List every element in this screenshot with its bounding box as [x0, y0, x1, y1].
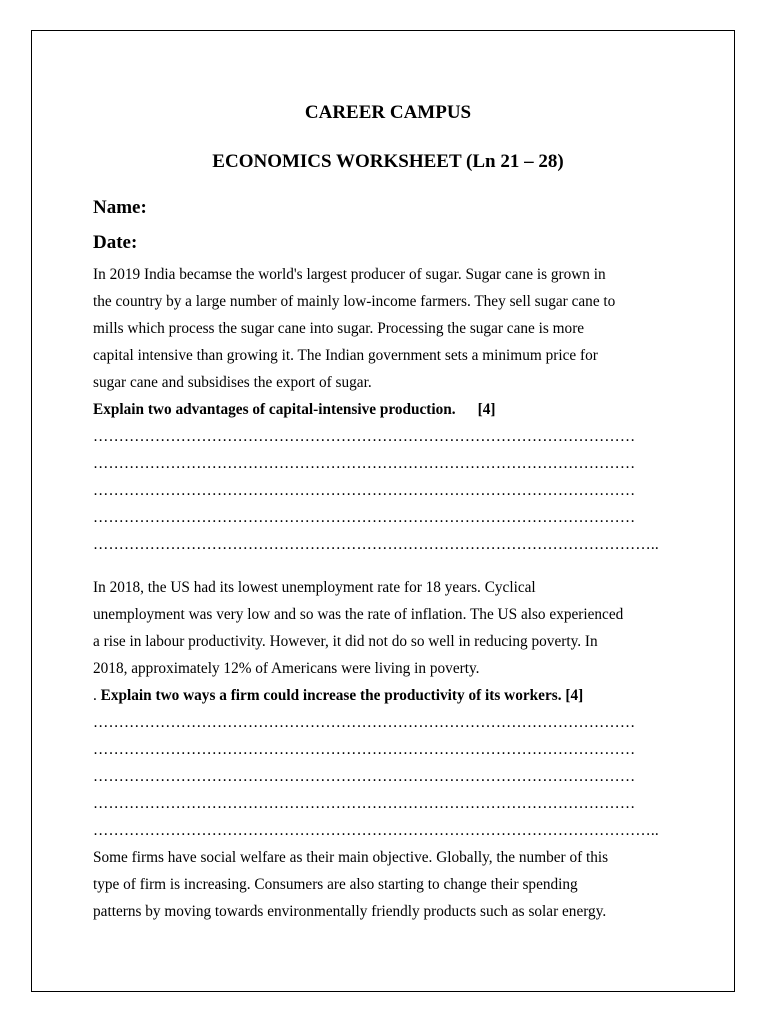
passage-line: mills which process the sugar cane into sugar. Processing the sugar cane is more: [93, 320, 585, 337]
passage-line: capital intensive than growing it. The Indian government sets a minimum price for: [93, 347, 598, 364]
answer-line: ……………………………………………………………………………………………: [93, 482, 636, 499]
worksheet-content: [93, 101, 683, 925]
answer-line: ……………………………………………………………………………………………: [93, 741, 636, 758]
passage-line: patterns by moving towards environmentally friendly products such as solar energy.: [93, 903, 607, 920]
worksheet-title: ECONOMICS WORKSHEET (Ln 21 – 28): [212, 151, 564, 172]
answer-line: ……………………………………………………………………………………………: [93, 768, 636, 785]
passage-line: 2018, approximately 12% of Americans were living in poverty.: [93, 660, 480, 677]
question-1-marks: [4]: [477, 401, 496, 418]
answer-line: ………………………………………………………………………………………………..: [93, 822, 659, 839]
worksheet-page: [31, 30, 735, 992]
answer-line: ……………………………………………………………………………………………: [93, 428, 636, 445]
passage-line: In 2018, the US had its lowest unemployment rate for 18 years. Cyclical: [93, 579, 536, 596]
school-title: CAREER CAMPUS: [304, 102, 472, 123]
section-2: [93, 574, 683, 844]
section-1: [93, 261, 683, 558]
question-2-prefix: .: [93, 687, 101, 704]
answer-line: ……………………………………………………………………………………………: [93, 714, 636, 731]
passage-line: type of firm is increasing. Consumers are also starting to change their spending: [93, 876, 578, 893]
date-label: Date:: [93, 232, 138, 253]
answer-line: ……………………………………………………………………………………………: [93, 509, 636, 526]
question-2: [93, 682, 683, 709]
question-2-text: Explain two ways a firm could increase the productivity of its workers. [4]: [100, 687, 584, 704]
name-label: Name:: [93, 197, 147, 218]
question-1-text: Explain two advantages of capital-intensive production.: [93, 401, 456, 418]
answer-line: ……………………………………………………………………………………………: [93, 455, 636, 472]
section-3: [93, 844, 683, 925]
passage-line: a rise in labour productivity. However, it did not do so well in reducing poverty. In: [93, 633, 598, 650]
passage-line: sugar cane and subsidises the export of sugar.: [93, 374, 372, 391]
passage-line: the country by a large number of mainly low-income farmers. They sell sugar cane to: [93, 293, 616, 310]
passage-line: unemployment was very low and so was the rate of inflation. The US also experienced: [93, 606, 624, 623]
answer-line: ………………………………………………………………………………………………..: [93, 536, 659, 553]
answer-line: ……………………………………………………………………………………………: [93, 795, 636, 812]
passage-line: In 2019 India becamse the world's largest producer of sugar. Sugar cane is grown in: [93, 266, 606, 283]
spacer: [93, 558, 683, 574]
passage-line: Some firms have social welfare as their main objective. Globally, the number of this: [93, 849, 609, 866]
question-1: [93, 396, 683, 423]
